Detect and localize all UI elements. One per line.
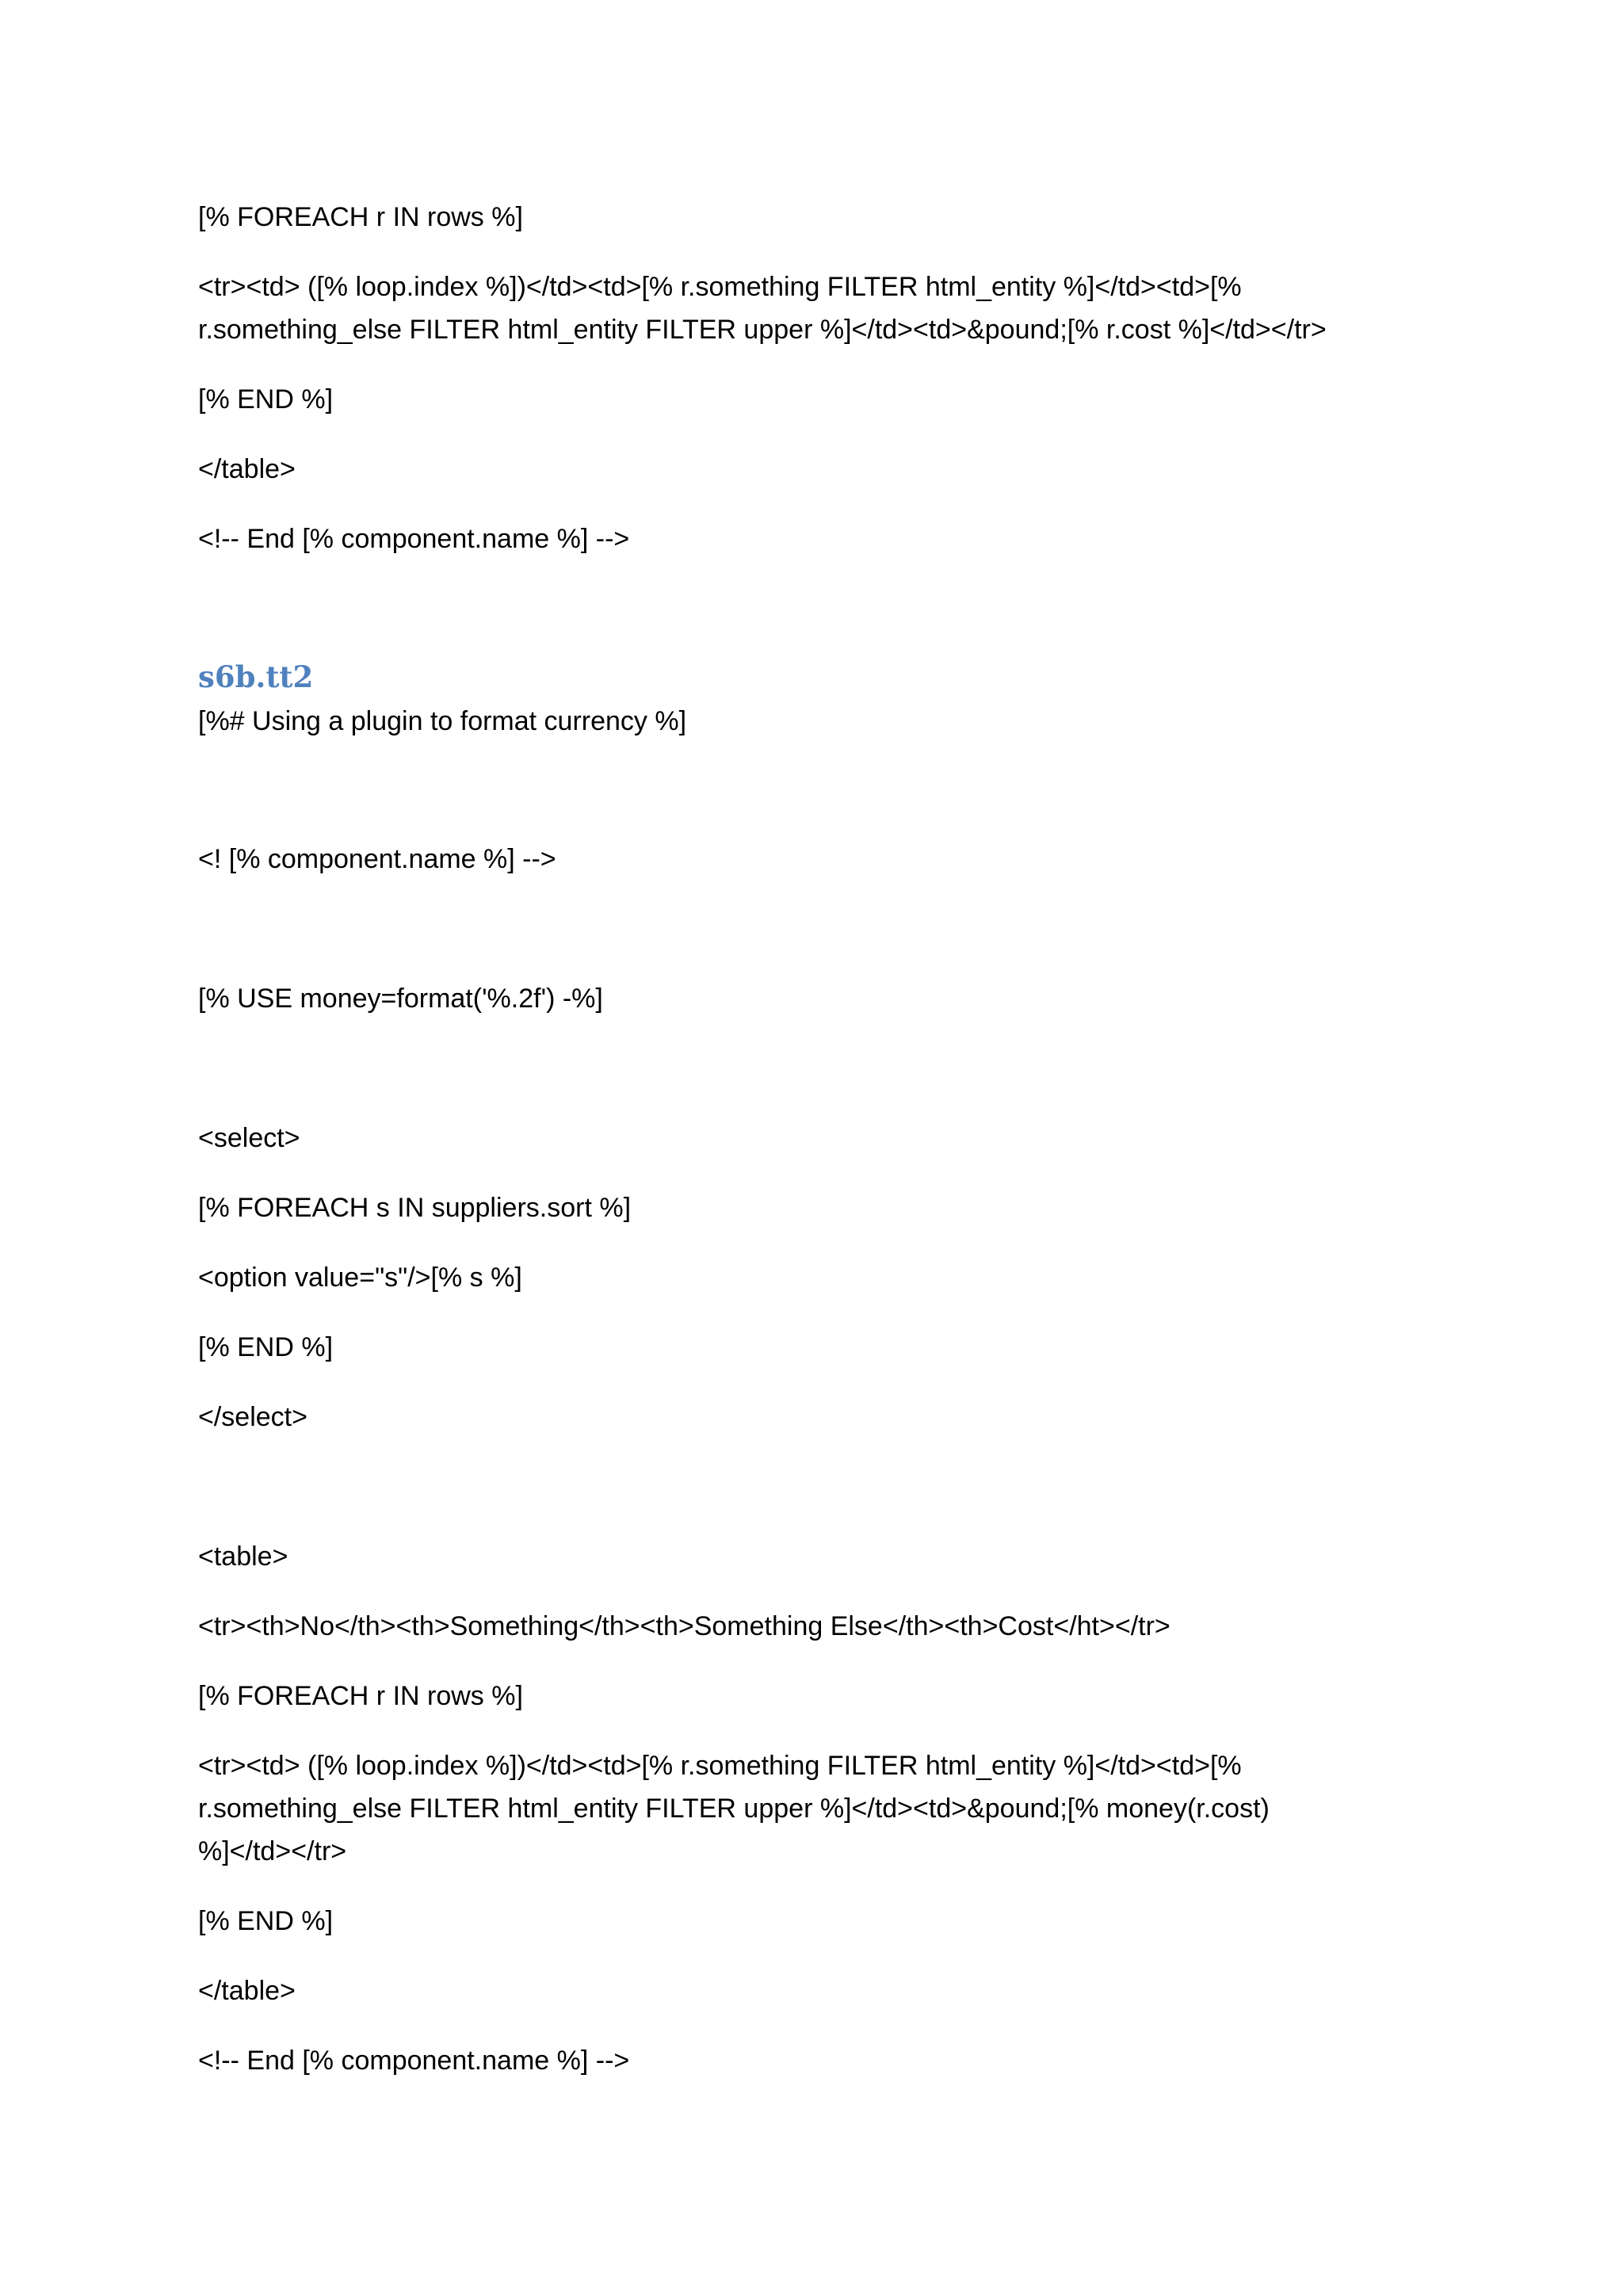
table-row-template-line-1: <tr><td> ([% loop.index %])</td><td>[% r.something FILTER html_entity %]</td><td>[% bbox=[198, 272, 1242, 302]
table-row-template-line-1: <tr><td> ([% loop.index %])</td><td>[% r.something FILTER html_entity %]</td><td>[% bbox=[198, 1751, 1242, 1781]
table-close-line: </table> bbox=[198, 454, 296, 484]
table-close-line: </table> bbox=[198, 1976, 296, 2006]
end-directive-line: [% END %] bbox=[198, 384, 334, 415]
option-template-line: <option value="s"/>[% s %] bbox=[198, 1263, 522, 1293]
foreach-suppliers-line: [% FOREACH s IN suppliers.sort %] bbox=[198, 1193, 632, 1223]
use-money-plugin-line: [% USE money=format('%.2f') -%] bbox=[198, 984, 603, 1014]
foreach-rows-line: [% FOREACH r IN rows %] bbox=[198, 1681, 523, 1711]
table-row-template-line-2: r.something_else FILTER html_entity FILTER upper %]</td><td>&pound;[% money(r.cost) bbox=[198, 1794, 1270, 1824]
end-directive-line: [% END %] bbox=[198, 1332, 334, 1362]
component-open-comment-line: <! [% component.name %] --> bbox=[198, 844, 556, 874]
end-directive-line: [% END %] bbox=[198, 1906, 334, 1936]
foreach-rows-line: [% FOREACH r IN rows %] bbox=[198, 202, 523, 232]
component-end-comment-line: <!-- End [% component.name %] --> bbox=[198, 524, 630, 554]
table-row-template-line-3: %]</td></tr> bbox=[198, 1836, 347, 1866]
select-close-line: </select> bbox=[198, 1402, 307, 1432]
component-end-comment-line: <!-- End [% component.name %] --> bbox=[198, 2046, 630, 2076]
select-open-line: <select> bbox=[198, 1123, 300, 1153]
section-heading-s6b: s6b.tt2 bbox=[198, 659, 314, 694]
table-row-template-line-2: r.something_else FILTER html_entity FILTER upper %]</td><td>&pound;[% r.cost %]</td></tr> bbox=[198, 315, 1327, 345]
plugin-comment-line: [%# Using a plugin to format currency %] bbox=[198, 706, 687, 736]
table-open-line: <table> bbox=[198, 1541, 288, 1572]
table-header-row-line: <tr><th>No</th><th>Something</th><th>Something Else</th><th>Cost</ht></tr> bbox=[198, 1611, 1170, 1641]
